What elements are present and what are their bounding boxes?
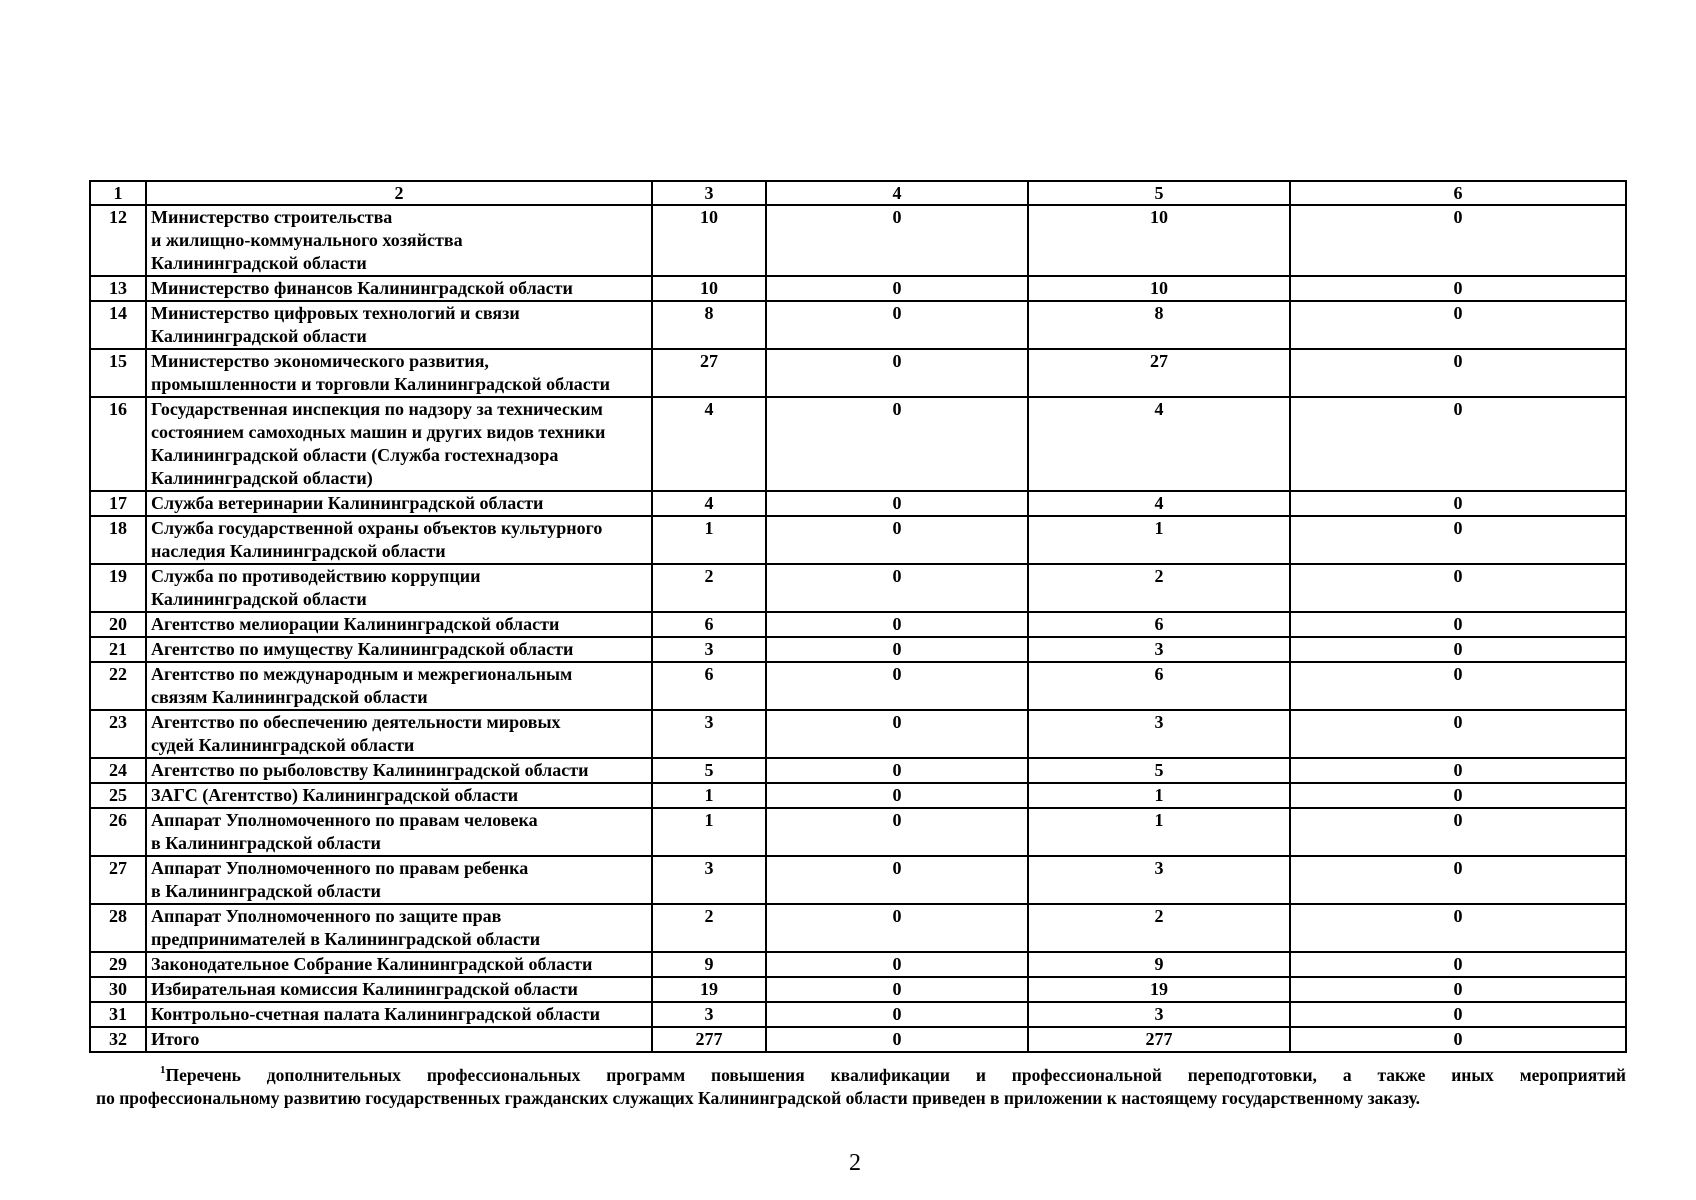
- row-number: 31: [90, 1002, 146, 1027]
- organization-name-line: Агентство по имуществу Калининградской области: [151, 639, 574, 659]
- value-cell-c5: 2: [1028, 564, 1290, 612]
- value-cell-c4: 0: [766, 301, 1028, 349]
- organization-name: [146, 276, 652, 301]
- value-cell-c3: 19: [652, 977, 766, 1002]
- organization-name: [146, 491, 652, 516]
- value-cell-c6: 0: [1290, 758, 1626, 783]
- row-number: 19: [90, 564, 146, 612]
- value-cell-c4: 0: [766, 758, 1028, 783]
- value-cell-c3: 27: [652, 349, 766, 397]
- row-number: 17: [90, 491, 146, 516]
- row-number: 22: [90, 662, 146, 710]
- value-cell-c3: 2: [652, 564, 766, 612]
- row-number: 27: [90, 856, 146, 904]
- table-row: [90, 856, 1626, 904]
- value-cell-c6: 0: [1290, 276, 1626, 301]
- value-cell-c6: 0: [1290, 856, 1626, 904]
- column-header: 1: [90, 181, 146, 205]
- organization-name: [146, 856, 652, 904]
- table-row: [90, 977, 1626, 1002]
- value-cell-c3: 3: [652, 1002, 766, 1027]
- row-number: 12: [90, 205, 146, 276]
- value-cell-c5: 19: [1028, 977, 1290, 1002]
- value-cell-c3: 5: [652, 758, 766, 783]
- value-cell-c4: 0: [766, 977, 1028, 1002]
- value-cell-c5: 6: [1028, 662, 1290, 710]
- organization-name-line: Калининградской области: [151, 589, 367, 609]
- organization-name-line: в Калининградской области: [151, 881, 381, 901]
- table-row: [90, 516, 1626, 564]
- table-row: [90, 349, 1626, 397]
- organization-name: [146, 808, 652, 856]
- organization-name: [146, 397, 652, 491]
- organization-name-line: Контрольно-счетная палата Калининградской области: [151, 1004, 600, 1024]
- page-number: 2: [849, 1150, 861, 1176]
- table-row: [90, 662, 1626, 710]
- organization-name: [146, 662, 652, 710]
- organization-name-line: промышленности и торговли Калининградской области: [151, 374, 610, 394]
- value-cell-c5: 10: [1028, 276, 1290, 301]
- value-cell-c3: 4: [652, 491, 766, 516]
- value-cell-c3: 3: [652, 856, 766, 904]
- organization-name-line: Законодательное Собрание Калининградской области: [151, 954, 593, 974]
- organization-name-line: Избирательная комиссия Калининградской области: [151, 979, 578, 999]
- value-cell-c3: 1: [652, 516, 766, 564]
- organization-name: [146, 977, 652, 1002]
- value-cell-c3: 1: [652, 783, 766, 808]
- value-cell-c3: 2: [652, 904, 766, 952]
- value-cell-c5: 1: [1028, 516, 1290, 564]
- value-cell-c4: 0: [766, 1027, 1028, 1052]
- value-cell-c3: 3: [652, 637, 766, 662]
- organization-name-line: Государственная инспекция по надзору за техническим: [151, 399, 603, 419]
- organization-name: [146, 205, 652, 276]
- value-cell-c6: 0: [1290, 1002, 1626, 1027]
- value-cell-c6: 0: [1290, 397, 1626, 491]
- organization-name: [146, 349, 652, 397]
- footnote: [96, 1064, 1626, 1110]
- row-number: 23: [90, 710, 146, 758]
- value-cell-c5: 3: [1028, 1002, 1290, 1027]
- value-cell-c3: 6: [652, 612, 766, 637]
- value-cell-c3: 1: [652, 808, 766, 856]
- value-cell-c6: 0: [1290, 952, 1626, 977]
- organization-name: [146, 904, 652, 952]
- footnote-line-2: по профессиональному развитию государственных гражданских служащих Калининградской области приведен в приложении к настоящему государственному заказу.: [96, 1088, 1421, 1108]
- organization-name-line: Калининградской области): [151, 468, 373, 488]
- organization-name: [146, 516, 652, 564]
- row-number: 21: [90, 637, 146, 662]
- value-cell-c4: 0: [766, 349, 1028, 397]
- table-row: [90, 637, 1626, 662]
- value-cell-c5: 6: [1028, 612, 1290, 637]
- value-cell-c5: 2: [1028, 904, 1290, 952]
- table-row: [90, 710, 1626, 758]
- value-cell-c3: 10: [652, 205, 766, 276]
- column-header: 4: [766, 181, 1028, 205]
- value-cell-c4: 0: [766, 564, 1028, 612]
- table-row: [90, 301, 1626, 349]
- value-cell-c5: 3: [1028, 637, 1290, 662]
- value-cell-c5: 277: [1028, 1027, 1290, 1052]
- organization-name-line: ЗАГС (Агентство) Калининградской области: [151, 785, 519, 805]
- value-cell-c6: 0: [1290, 301, 1626, 349]
- organization-name-line: Калининградской области: [151, 326, 367, 346]
- organization-name-line: Служба государственной охраны объектов культурного: [151, 518, 603, 538]
- value-cell-c5: 3: [1028, 856, 1290, 904]
- value-cell-c6: 0: [1290, 977, 1626, 1002]
- value-cell-c5: 4: [1028, 397, 1290, 491]
- organization-name-line: судей Калининградской области: [151, 735, 415, 755]
- row-number: 25: [90, 783, 146, 808]
- organization-name-line: Агентство по рыболовству Калининградской области: [151, 760, 589, 780]
- footnote-line-1: [96, 1064, 1626, 1087]
- value-cell-c6: 0: [1290, 662, 1626, 710]
- organization-name: [146, 710, 652, 758]
- value-cell-c5: 4: [1028, 491, 1290, 516]
- value-cell-c4: 0: [766, 783, 1028, 808]
- organization-name: [146, 564, 652, 612]
- organization-name: [146, 1002, 652, 1027]
- organization-name: [146, 637, 652, 662]
- organization-name-line: Аппарат Уполномоченного по правам ребенка: [151, 858, 529, 878]
- value-cell-c5: 9: [1028, 952, 1290, 977]
- organization-name: [146, 952, 652, 977]
- column-header: 2: [146, 181, 652, 205]
- value-cell-c4: 0: [766, 205, 1028, 276]
- row-number: 14: [90, 301, 146, 349]
- value-cell-c4: 0: [766, 1002, 1028, 1027]
- value-cell-c4: 0: [766, 397, 1028, 491]
- row-number: 32: [90, 1027, 146, 1052]
- value-cell-c3: 3: [652, 710, 766, 758]
- row-number: 20: [90, 612, 146, 637]
- row-number: 15: [90, 349, 146, 397]
- organization-name-line: Аппарат Уполномоченного по правам человека: [151, 810, 538, 830]
- value-cell-c4: 0: [766, 904, 1028, 952]
- table-row: [90, 808, 1626, 856]
- organization-name-line: Служба ветеринарии Калининградской области: [151, 493, 544, 513]
- value-cell-c6: 0: [1290, 612, 1626, 637]
- value-cell-c6: 0: [1290, 1027, 1626, 1052]
- organization-name-line: наследия Калининградской области: [151, 541, 446, 561]
- organization-name-line: Министерство экономического развития,: [151, 351, 489, 371]
- value-cell-c6: 0: [1290, 637, 1626, 662]
- table-row: [90, 205, 1626, 276]
- organization-name-line: Служба по противодействию коррупции: [151, 566, 481, 586]
- value-cell-c6: 0: [1290, 349, 1626, 397]
- organization-name-line: состоянием самоходных машин и других видов техники: [151, 422, 606, 442]
- value-cell-c5: 3: [1028, 710, 1290, 758]
- organization-name-line: Агентство по международным и межрегиональным: [151, 664, 573, 684]
- table-row: [90, 612, 1626, 637]
- row-number: 13: [90, 276, 146, 301]
- organization-name: [146, 1027, 652, 1052]
- value-cell-c6: 0: [1290, 516, 1626, 564]
- organization-name-line: Калининградской области: [151, 253, 367, 273]
- organization-name: [146, 301, 652, 349]
- value-cell-c3: 8: [652, 301, 766, 349]
- organization-name-line: Министерство цифровых технологий и связи: [151, 303, 520, 323]
- organization-name-line: Министерство строительства: [151, 207, 393, 227]
- row-number: 26: [90, 808, 146, 856]
- table-row: [90, 904, 1626, 952]
- value-cell-c5: 1: [1028, 783, 1290, 808]
- value-cell-c4: 0: [766, 612, 1028, 637]
- value-cell-c5: 10: [1028, 205, 1290, 276]
- row-number: 24: [90, 758, 146, 783]
- organization-name: [146, 612, 652, 637]
- organization-name-line: в Калининградской области: [151, 833, 381, 853]
- value-cell-c4: 0: [766, 491, 1028, 516]
- table-row: [90, 1027, 1626, 1052]
- table-row: [90, 758, 1626, 783]
- organization-name-line: предпринимателей в Калининградской области: [151, 929, 541, 949]
- value-cell-c4: 0: [766, 710, 1028, 758]
- table-row: [90, 564, 1626, 612]
- footnote-text-1: Перечень дополнительных профессиональных программ повышения квалификации и профессиональной переподготовки, а также иных мероприятий: [165, 1065, 1626, 1085]
- value-cell-c3: 4: [652, 397, 766, 491]
- value-cell-c6: 0: [1290, 491, 1626, 516]
- footnote-marker: 1: [160, 1064, 166, 1076]
- value-cell-c5: 8: [1028, 301, 1290, 349]
- value-cell-c3: 277: [652, 1027, 766, 1052]
- value-cell-c6: 0: [1290, 904, 1626, 952]
- column-number-header-row: [90, 181, 1626, 205]
- column-header: 6: [1290, 181, 1626, 205]
- organization-name-line: и жилищно-коммунального хозяйства: [151, 230, 463, 250]
- value-cell-c5: 1: [1028, 808, 1290, 856]
- organization-name-line: связям Калининградской области: [151, 687, 428, 707]
- value-cell-c6: 0: [1290, 710, 1626, 758]
- organization-name-line: Агентство мелиорации Калининградской области: [151, 614, 560, 634]
- value-cell-c6: 0: [1290, 783, 1626, 808]
- organization-name: [146, 783, 652, 808]
- value-cell-c6: 0: [1290, 808, 1626, 856]
- value-cell-c4: 0: [766, 952, 1028, 977]
- organization-name-line: Аппарат Уполномоченного по защите прав: [151, 906, 502, 926]
- row-number: 16: [90, 397, 146, 491]
- value-cell-c4: 0: [766, 808, 1028, 856]
- value-cell-c6: 0: [1290, 564, 1626, 612]
- value-cell-c5: 27: [1028, 349, 1290, 397]
- row-number: 18: [90, 516, 146, 564]
- table-row: [90, 397, 1626, 491]
- value-cell-c6: 0: [1290, 205, 1626, 276]
- value-cell-c4: 0: [766, 516, 1028, 564]
- value-cell-c3: 10: [652, 276, 766, 301]
- table-row: [90, 276, 1626, 301]
- organization-name: [146, 758, 652, 783]
- organization-name-line: Калининградской области (Служба гостехнадзора: [151, 445, 559, 465]
- organization-name-line: Агентство по обеспечению деятельности мировых: [151, 712, 561, 732]
- table-row: [90, 491, 1626, 516]
- value-cell-c3: 9: [652, 952, 766, 977]
- organization-name-line: Итого: [151, 1029, 200, 1049]
- program-count-table: [89, 180, 1627, 1053]
- value-cell-c3: 6: [652, 662, 766, 710]
- table-row: [90, 783, 1626, 808]
- value-cell-c4: 0: [766, 662, 1028, 710]
- table-row: [90, 1002, 1626, 1027]
- value-cell-c4: 0: [766, 856, 1028, 904]
- column-header: 5: [1028, 181, 1290, 205]
- row-number: 29: [90, 952, 146, 977]
- value-cell-c4: 0: [766, 276, 1028, 301]
- organization-name-line: Министерство финансов Калининградской области: [151, 278, 573, 298]
- table-row: [90, 952, 1626, 977]
- value-cell-c5: 5: [1028, 758, 1290, 783]
- column-header: 3: [652, 181, 766, 205]
- row-number: 30: [90, 977, 146, 1002]
- value-cell-c4: 0: [766, 637, 1028, 662]
- row-number: 28: [90, 904, 146, 952]
